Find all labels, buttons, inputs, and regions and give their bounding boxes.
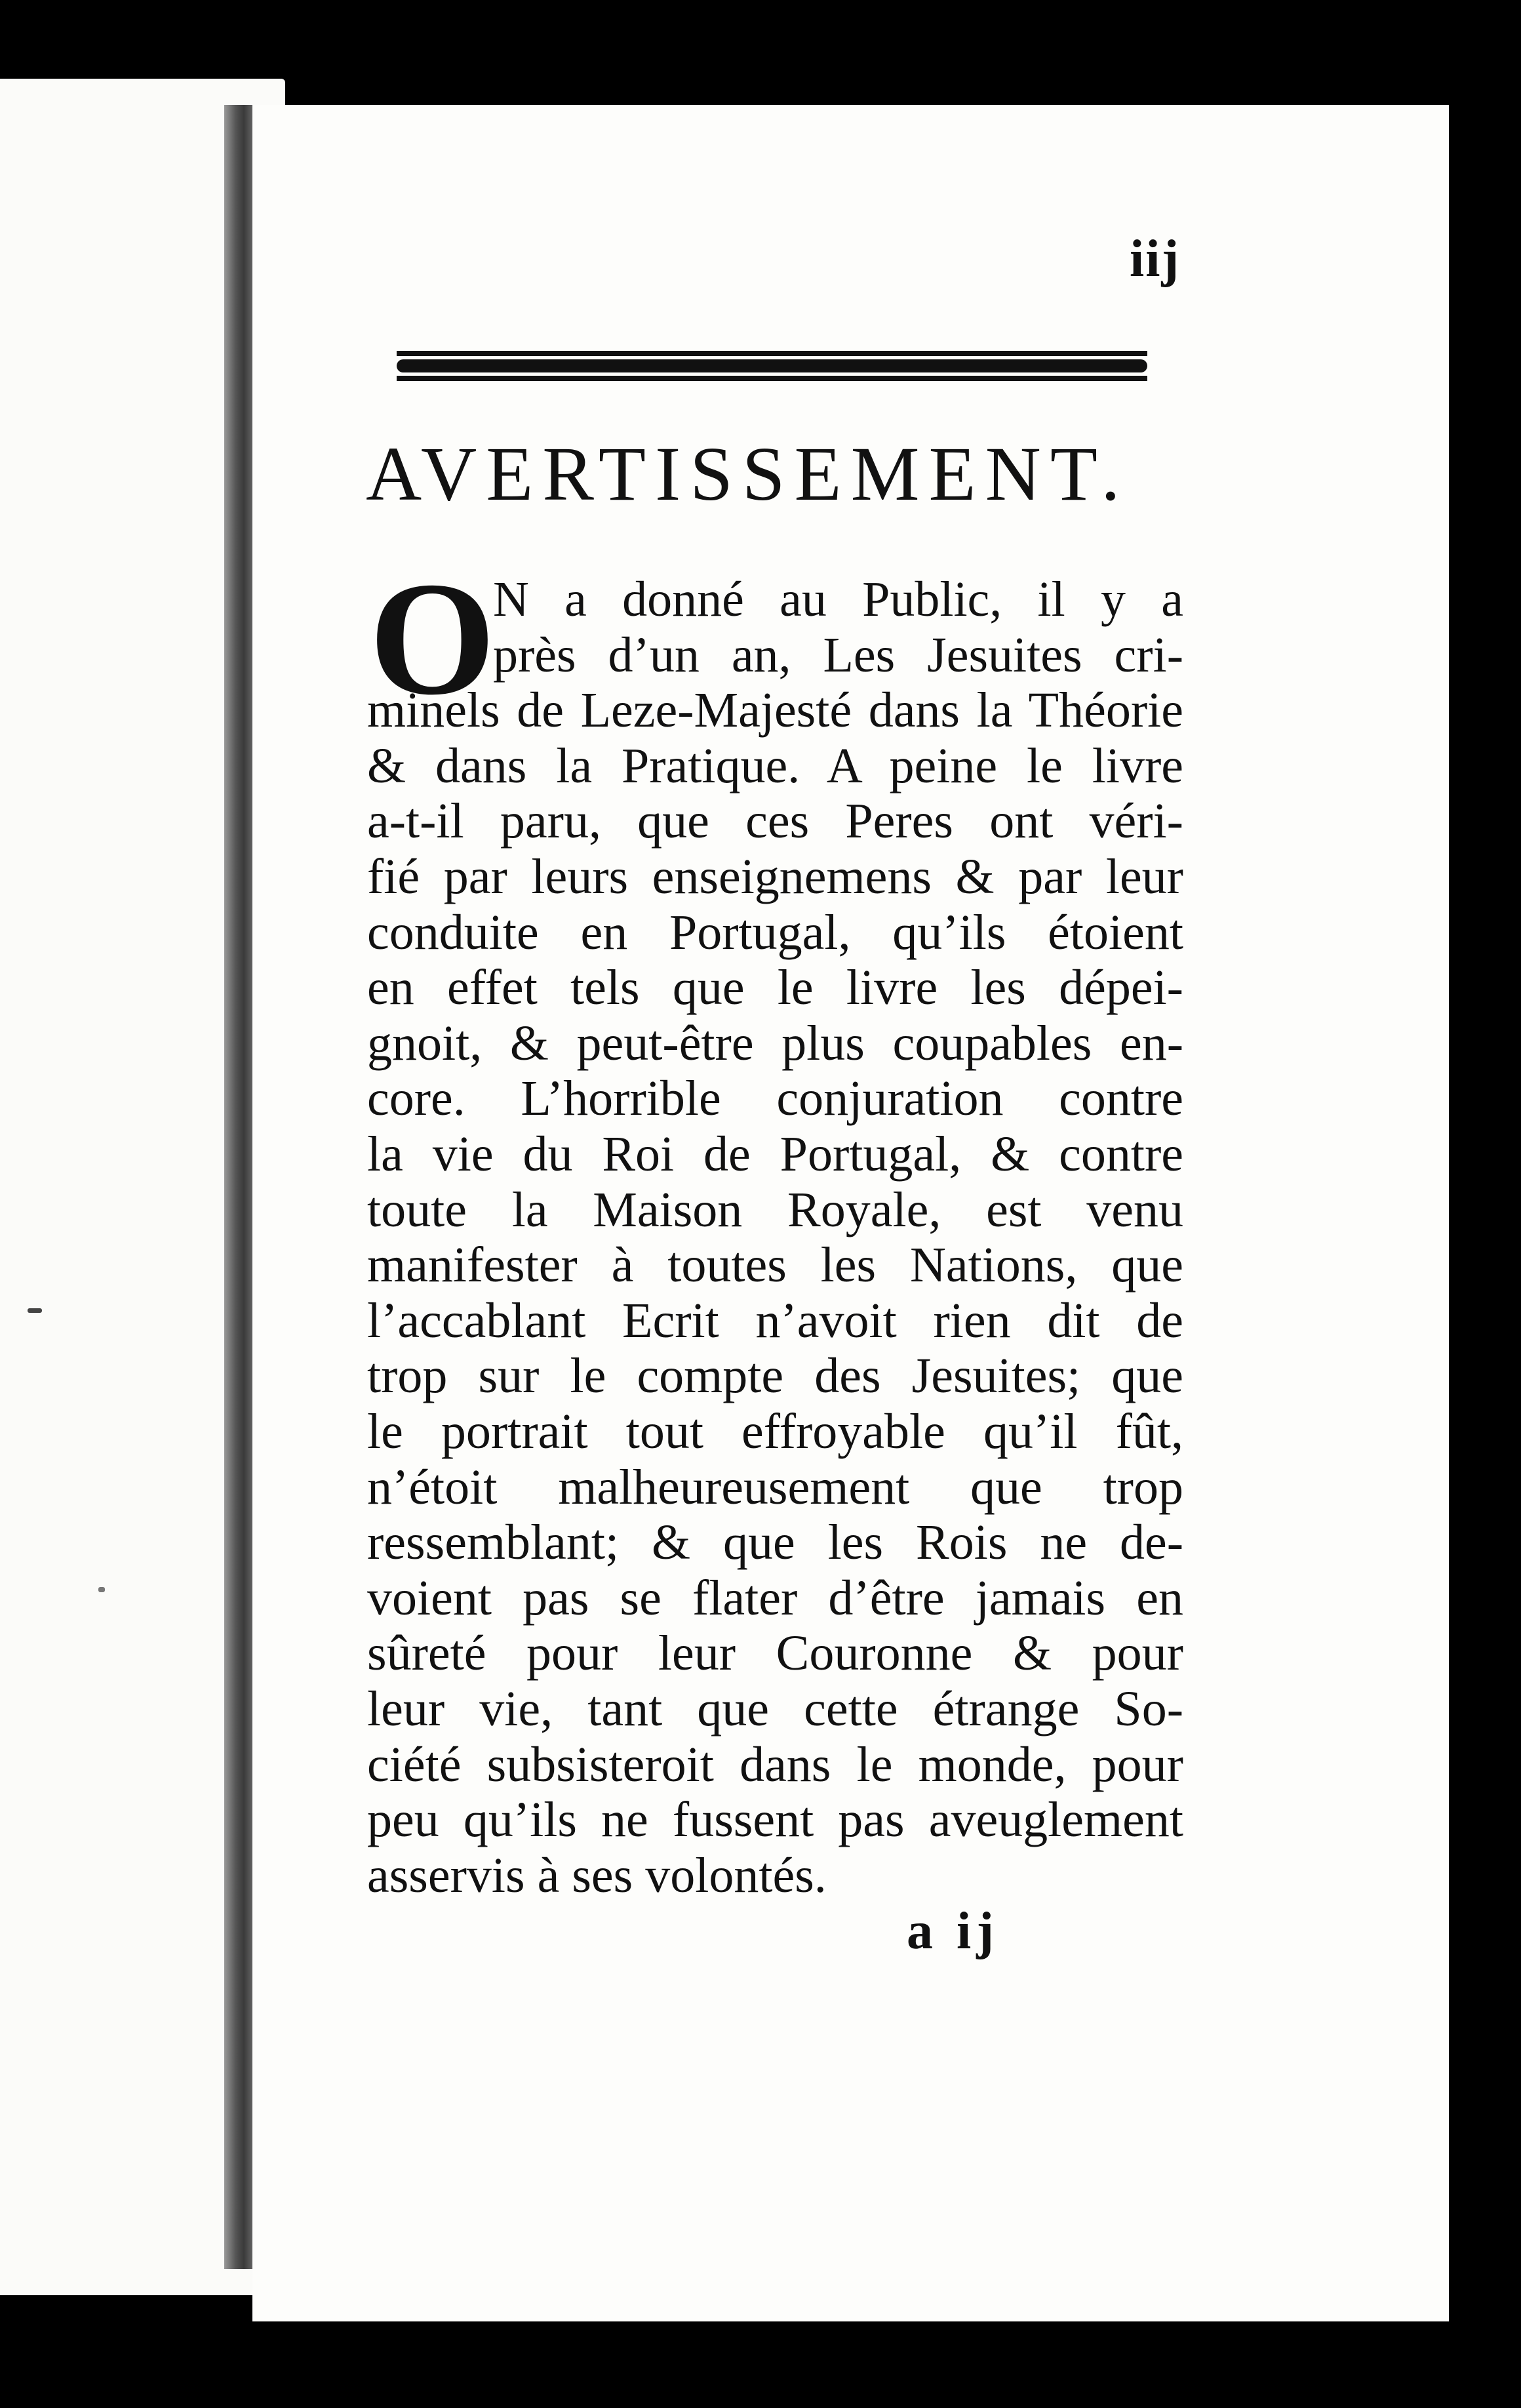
text-line: toute la Maison Royale, est venu — [367, 1182, 1183, 1237]
text-line: trop sur le compte des Jesuites; que — [367, 1348, 1183, 1404]
text-line: leur vie, tant que cette étrange So- — [367, 1681, 1183, 1736]
header-rule-thick — [397, 359, 1147, 372]
text-line: a-t-il paru, que ces Peres ont véri- — [367, 793, 1183, 849]
text-line: la vie du Roi de Portugal, & contre — [367, 1127, 1183, 1182]
text-line: asservis à ses volontés. — [367, 1847, 827, 1903]
margin-mark — [28, 1308, 42, 1313]
text-line: le portrait tout effroyable qu’il fût, — [367, 1404, 1183, 1459]
text-line: voient pas se flater d’être jamais en — [367, 1570, 1183, 1626]
text-line: en effet tels que le livre les dépei- — [367, 960, 1183, 1016]
text-line: core. L’horrible conjuration contre — [367, 1071, 1183, 1127]
text-line: gnoit, & peut-être plus coupables en- — [367, 1015, 1183, 1071]
signature-catchword: a ij — [907, 1902, 999, 1960]
drop-cap: O — [369, 548, 496, 729]
header-rule-thin-bottom — [397, 376, 1147, 381]
text-line: manifester à toutes les Nations, que — [367, 1237, 1183, 1293]
text-line: minels de Leze-Majesté dans la Théorie — [367, 683, 1183, 738]
text-line: N a donné au Public, il y a — [493, 572, 1183, 627]
text-line: l’accablant Ecrit n’avoit rien dit de — [367, 1293, 1183, 1348]
page-number: iij — [1130, 230, 1181, 288]
text-line: sûreté pour leur Couronne & pour — [367, 1626, 1183, 1681]
text-line: n’étoit malheureusement que trop — [367, 1459, 1183, 1515]
text-line: ciété subsisteroit dans le monde, pour — [367, 1736, 1183, 1792]
margin-mark — [98, 1587, 105, 1592]
text-line: peu qu’ils ne fussent pas aveuglement — [367, 1792, 1183, 1848]
text-line: fié par leurs enseignemens & par leur — [367, 849, 1183, 904]
text-line: près d’un an, Les Jesuites cri- — [493, 627, 1183, 683]
text-line: & dans la Pratique. A peine le livre — [367, 738, 1183, 793]
section-heading: AVERTISSEMENT. — [366, 431, 1130, 517]
text-line: conduite en Portugal, qu’ils étoient — [367, 904, 1183, 960]
text-line: ressemblant; & que les Rois ne de- — [367, 1515, 1183, 1571]
header-rule-thin-top — [397, 351, 1147, 356]
